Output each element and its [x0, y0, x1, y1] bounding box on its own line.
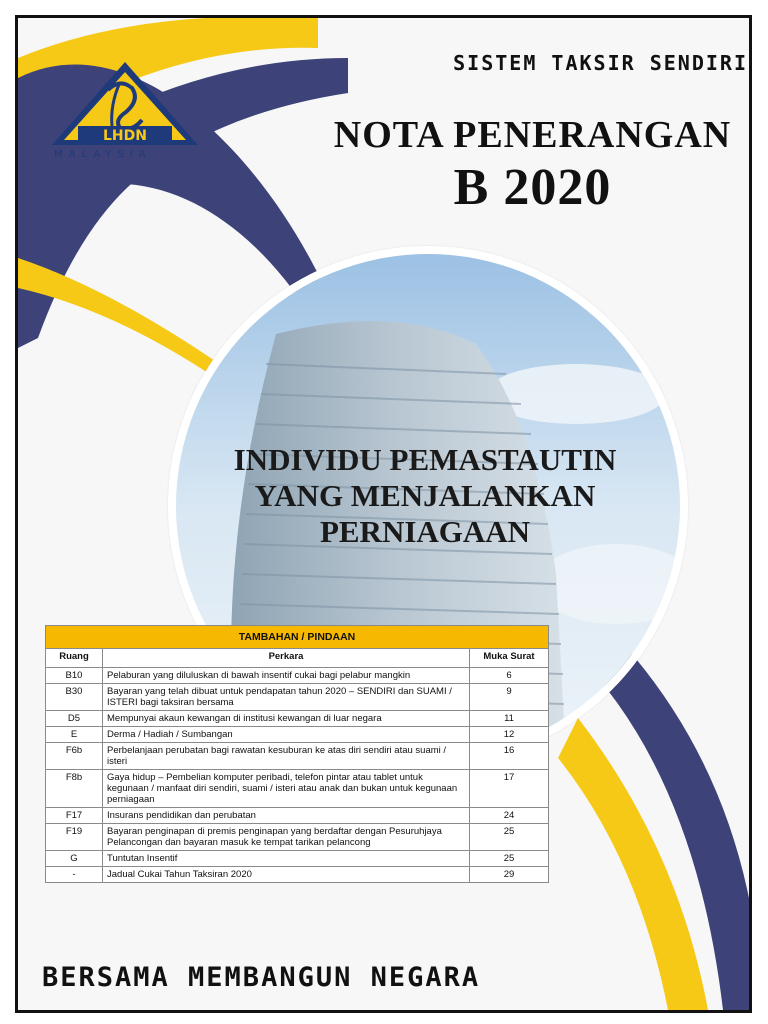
cell-muka-surat: 12 — [470, 727, 549, 743]
system-title: SISTEM TAKSIR SENDIRI — [453, 51, 748, 75]
cell-muka-surat: 16 — [470, 743, 549, 770]
table-row — [46, 770, 549, 808]
column-header-muka-surat: Muka Surat — [470, 649, 549, 668]
cell-perkara: Tuntutan Insentif — [103, 851, 470, 867]
cell-ruang: F19 — [46, 824, 103, 851]
table-row — [46, 851, 549, 867]
logo-label: LHDN — [103, 128, 147, 144]
cell-perkara: Pelaburan yang diluluskan di bawah insentif cukai bagi pelabur mangkin — [103, 668, 470, 684]
table-row — [46, 824, 549, 851]
cell-ruang: G — [46, 851, 103, 867]
table-row — [46, 711, 549, 727]
table-row — [46, 668, 549, 684]
subtitle — [190, 442, 660, 550]
cell-perkara: Gaya hidup – Pembelian komputer peribadi, telefon pintar atau tablet untuk kegunaan / manfaat diri sendiri, suami / isteri atau anak dan bukan untuk kegunaan perniagaan — [103, 770, 470, 808]
cell-ruang: F8b — [46, 770, 103, 808]
table-row — [46, 727, 549, 743]
subtitle-line: PERNIAGAAN — [319, 514, 531, 549]
cell-muka-surat: 24 — [470, 808, 549, 824]
cell-perkara: Bayaran yang telah dibuat untuk pendapatan tahun 2020 – SENDIRI dan SUAMI / ISTERI bagi taksiran bersama — [103, 684, 470, 711]
cell-ruang: B10 — [46, 668, 103, 684]
cell-ruang: F17 — [46, 808, 103, 824]
cell-perkara: Perbelanjaan perubatan bagi rawatan kesuburan ke atas diri sendiri atau suami / isteri — [103, 743, 470, 770]
table-row — [46, 867, 549, 883]
yellow-swoosh-left — [18, 258, 218, 373]
logo-country: MALAYSIA — [54, 149, 152, 160]
cell-perkara: Jadual Cukai Tahun Taksiran 2020 — [103, 867, 470, 883]
subtitle-line: INDIVIDU PEMASTAUTIN — [233, 442, 617, 477]
cell-perkara: Insurans pendidikan dan perubatan — [103, 808, 470, 824]
cell-muka-surat: 25 — [470, 824, 549, 851]
subtitle-line: YANG MENJALANKAN — [254, 478, 596, 513]
cell-perkara: Mempunyai akaun kewangan di institusi kewangan di luar negara — [103, 711, 470, 727]
amendments-table — [45, 625, 549, 883]
cell-perkara: Derma / Hadiah / Sumbangan — [103, 727, 470, 743]
cell-ruang: B30 — [46, 684, 103, 711]
table-row — [46, 684, 549, 711]
cell-ruang: D5 — [46, 711, 103, 727]
cell-muka-surat: 29 — [470, 867, 549, 883]
title-line2: B 2020 — [453, 159, 612, 216]
cell-muka-surat: 17 — [470, 770, 549, 808]
cell-ruang: F6b — [46, 743, 103, 770]
cell-muka-surat: 25 — [470, 851, 549, 867]
cell-muka-surat: 6 — [470, 668, 549, 684]
column-header-perkara: Perkara — [103, 649, 470, 668]
column-header-ruang: Ruang — [46, 649, 103, 668]
table-row — [46, 743, 549, 770]
title-line1: NOTA PENERANGAN — [333, 114, 732, 156]
cell-muka-surat: 9 — [470, 684, 549, 711]
cell-ruang: - — [46, 867, 103, 883]
cell-muka-surat: 11 — [470, 711, 549, 727]
table-row — [46, 808, 549, 824]
footer-slogan: BERSAMA MEMBANGUN NEGARA — [42, 962, 481, 993]
table-caption: TAMBAHAN / PINDAAN — [46, 626, 549, 649]
cell-perkara: Bayaran penginapan di premis penginapan yang berdaftar dengan Pesuruhjaya Pelancongan dan bayaran masuk ke tempat tarikan pelancong — [103, 824, 470, 851]
cell-ruang: E — [46, 727, 103, 743]
